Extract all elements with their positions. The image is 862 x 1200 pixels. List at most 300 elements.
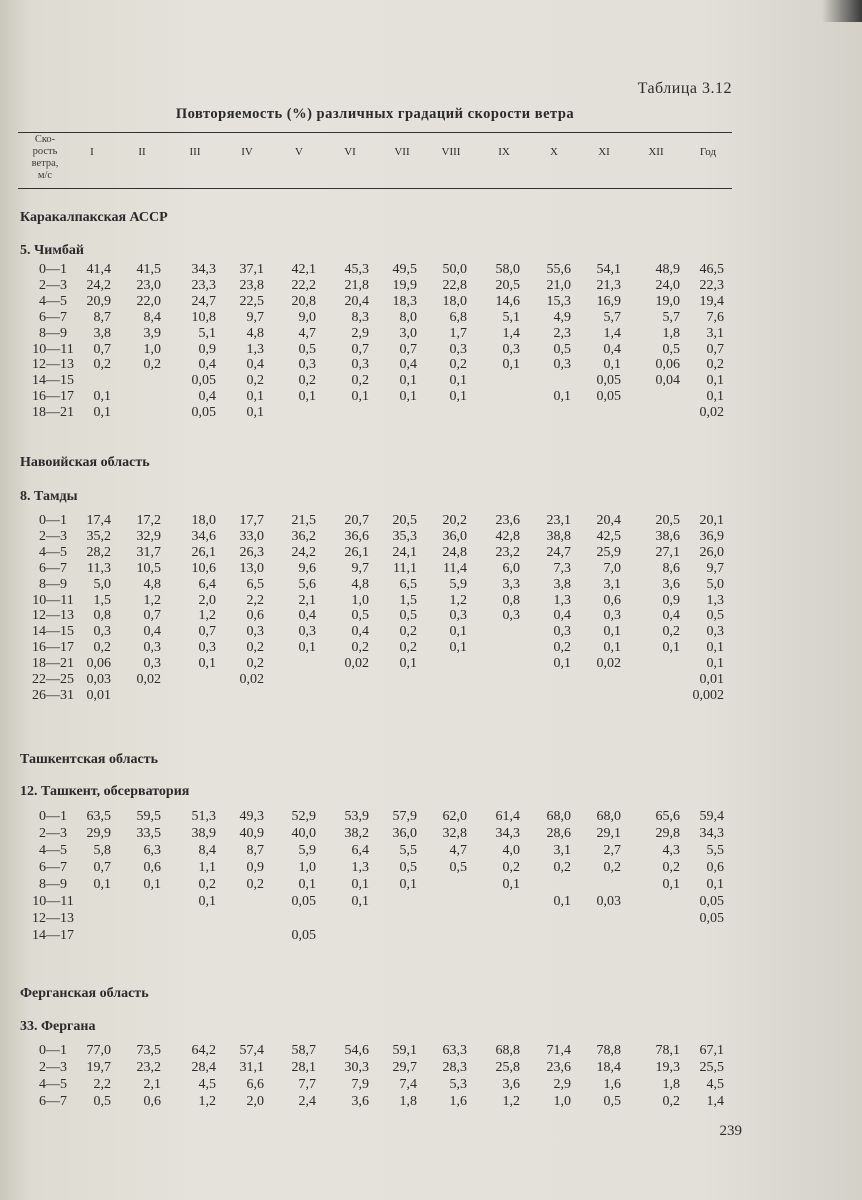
table-cell: 0,1: [603, 357, 621, 373]
table-cell: 3,3: [502, 576, 520, 592]
table-cell: 18,0: [191, 513, 216, 528]
table-cell: 0,3: [449, 341, 467, 357]
table-cell: 23,0: [136, 277, 161, 293]
table-cell: 1,2: [502, 1094, 520, 1109]
speed-range-label: 8—9: [39, 877, 67, 892]
table-cell: 7,7: [298, 1077, 316, 1092]
table-cell: 4,7: [449, 843, 467, 858]
table-cell: 0,2: [298, 373, 316, 389]
table-cell: 51,3: [191, 809, 216, 824]
table-cell: 0,2: [246, 877, 264, 892]
table-cell: 0,1: [351, 894, 369, 909]
region-heading: Ферганская область: [20, 986, 149, 1001]
table-cell: 0,01: [699, 672, 724, 687]
table-cell: 67,1: [699, 1043, 724, 1058]
table-cell: 25,9: [596, 544, 621, 560]
table-cell: 36,0: [392, 826, 417, 841]
table-row: [0, 1077, 862, 1093]
table-cell: 0,2: [449, 357, 467, 373]
table-cell: 68,0: [596, 809, 621, 824]
table-cell: 42,8: [495, 528, 520, 544]
table-cell: 0,5: [553, 341, 571, 357]
table-cell: 18,4: [596, 1060, 621, 1075]
table-cell: 34,3: [495, 826, 520, 841]
table-cell: 5,0: [93, 576, 111, 592]
table-cell: 6,4: [351, 843, 369, 858]
table-cell: 0,7: [706, 341, 724, 357]
table-cell: 0,5: [706, 608, 724, 624]
table-cell: 36,0: [442, 528, 467, 544]
table-cell: 0,1: [553, 894, 571, 909]
speed-range-label: 16—17: [32, 640, 74, 656]
table-cell: 9,6: [298, 560, 316, 576]
table-cell: 33,0: [239, 528, 264, 544]
table-cell: 20,2: [442, 513, 467, 528]
table-cell: 3,8: [93, 325, 111, 341]
table-cell: 0,2: [246, 656, 264, 672]
table-cell: 24,1: [392, 544, 417, 560]
table-cell: 0,7: [143, 608, 161, 624]
speed-range-label: 14—17: [32, 928, 74, 943]
speed-header-line: рость: [32, 146, 58, 157]
table-cell: 46,5: [699, 262, 724, 277]
table-cell: 0,4: [143, 624, 161, 640]
col-header-12: XII: [648, 146, 664, 158]
table-cell: 0,5: [93, 1094, 111, 1109]
table-cell: 1,8: [662, 1077, 680, 1092]
table-cell: 2,3: [553, 325, 571, 341]
table-cell: 5,8: [93, 843, 111, 858]
table-row: [0, 389, 862, 405]
table-cell: 0,6: [603, 592, 621, 608]
table-cell: 64,2: [191, 1043, 216, 1058]
table-cell: 0,01: [86, 687, 111, 703]
table-cell: 0,5: [298, 341, 316, 357]
table-cell: 0,5: [399, 860, 417, 875]
table-cell: 38,8: [546, 528, 571, 544]
table-cell: 0,1: [93, 405, 111, 421]
table-cell: 36,9: [699, 528, 724, 544]
table-cell: 22,2: [291, 277, 316, 293]
table-cell: 68,0: [546, 809, 571, 824]
table-cell: 28,1: [291, 1060, 316, 1075]
table-cell: 0,1: [93, 877, 111, 892]
table-cell: 3,1: [603, 576, 621, 592]
table-cell: 0,1: [449, 640, 467, 656]
table-cell: 35,2: [86, 528, 111, 544]
table-cell: 0,1: [298, 640, 316, 656]
table-cell: 0,6: [143, 1094, 161, 1109]
table-cell: 4,7: [298, 325, 316, 341]
col-header-2: II: [138, 146, 146, 158]
table-row: [0, 624, 862, 640]
table-cell: 0,3: [246, 624, 264, 640]
table-row: [0, 877, 862, 893]
table-row: [0, 843, 862, 859]
table-cell: 57,4: [239, 1043, 264, 1058]
speed-range-label: 8—9: [39, 576, 67, 592]
table-cell: 0,3: [706, 624, 724, 640]
speed-range-label: 0—1: [39, 262, 67, 277]
table-cell: 6,4: [198, 576, 216, 592]
col-header-4: IV: [241, 146, 253, 158]
speed-range-label: 14—15: [32, 624, 74, 640]
table-cell: 0,03: [596, 894, 621, 909]
table-row: [0, 294, 862, 310]
table-cell: 9,7: [351, 560, 369, 576]
table-cell: 5,1: [198, 325, 216, 341]
table-cell: 34,6: [191, 528, 216, 544]
table-cell: 7,4: [399, 1077, 417, 1092]
speed-header-line: Ско-: [34, 134, 56, 145]
table-cell: 49,5: [392, 262, 417, 277]
table-cell: 40,0: [291, 826, 316, 841]
table-cell: 8,7: [93, 309, 111, 325]
table-cell: 3,6: [502, 1077, 520, 1092]
speed-range-label: 0—1: [39, 809, 67, 824]
table-cell: 9,7: [706, 560, 724, 576]
table-cell: 0,7: [93, 860, 111, 875]
table-cell: 1,4: [706, 1094, 724, 1109]
table-cell: 24,8: [442, 544, 467, 560]
table-cell: 59,4: [699, 809, 724, 824]
table-cell: 0,5: [399, 608, 417, 624]
table-row: [0, 513, 862, 529]
table-cell: 18,3: [392, 293, 417, 309]
table-cell: 26,3: [239, 544, 264, 560]
table-cell: 5,3: [449, 1077, 467, 1092]
table-cell: 28,2: [86, 544, 111, 560]
table-cell: 37,1: [239, 262, 264, 277]
table-cell: 0,3: [298, 624, 316, 640]
table-cell: 0,3: [298, 357, 316, 373]
table-cell: 65,6: [655, 809, 680, 824]
table-row: [0, 688, 862, 704]
table-cell: 0,2: [143, 357, 161, 373]
table-cell: 50,0: [442, 262, 467, 277]
table-cell: 1,0: [351, 592, 369, 608]
table-cell: 29,7: [392, 1060, 417, 1075]
table-cell: 0,1: [502, 877, 520, 892]
table-cell: 9,0: [298, 309, 316, 325]
table-cell: 7,0: [603, 560, 621, 576]
table-row: [0, 561, 862, 577]
table-cell: 5,0: [706, 576, 724, 592]
col-header-10: X: [550, 146, 558, 158]
table-cell: 0,6: [143, 860, 161, 875]
table-cell: 6,5: [399, 576, 417, 592]
table-cell: 0,2: [399, 624, 417, 640]
table-cell: 21,3: [596, 277, 621, 293]
table-cell: 20,4: [596, 513, 621, 528]
table-cell: 4,0: [502, 843, 520, 858]
table-cell: 0,1: [603, 640, 621, 656]
col-header-6: VI: [344, 146, 356, 158]
table-cell: 77,0: [86, 1043, 111, 1058]
speed-range-label: 10—11: [32, 341, 74, 357]
table-cell: 0,2: [662, 1094, 680, 1109]
speed-range-label: 0—1: [39, 1043, 67, 1058]
table-row: [0, 342, 862, 358]
table-cell: 38,9: [191, 826, 216, 841]
table-row: [0, 809, 862, 825]
table-cell: 0,3: [553, 624, 571, 640]
table-cell: 0,3: [143, 656, 161, 672]
table-cell: 11,4: [443, 560, 467, 576]
table-cell: 5,1: [502, 309, 520, 325]
speed-header-line: м/с: [37, 170, 53, 181]
table-cell: 23,6: [495, 513, 520, 528]
table-cell: 2,1: [143, 1077, 161, 1092]
table-cell: 20,1: [699, 513, 724, 528]
page-edge-shadow: [822, 0, 862, 22]
col-header-9: IX: [498, 146, 510, 158]
table-cell: 0,1: [399, 389, 417, 405]
table-cell: 38,2: [344, 826, 369, 841]
table-cell: 4,5: [198, 1077, 216, 1092]
table-cell: 0,5: [351, 608, 369, 624]
table-cell: 0,1: [351, 877, 369, 892]
table-cell: 4,8: [143, 576, 161, 592]
table-cell: 0,2: [399, 640, 417, 656]
table-cell: 0,2: [246, 640, 264, 656]
table-row: [0, 357, 862, 373]
table-cell: 22,0: [136, 293, 161, 309]
table-cell: 24,2: [291, 544, 316, 560]
table-cell: 34,3: [699, 826, 724, 841]
table-cell: 1,0: [298, 860, 316, 875]
table-cell: 0,05: [699, 894, 724, 909]
table-cell: 28,4: [191, 1060, 216, 1075]
table-cell: 2,2: [246, 592, 264, 608]
table-cell: 6,5: [246, 576, 264, 592]
table-cell: 0,2: [351, 373, 369, 389]
table-cell: 36,6: [344, 528, 369, 544]
table-cell: 1,6: [603, 1077, 621, 1092]
table-cell: 54,1: [596, 262, 621, 277]
table-cell: 0,4: [246, 357, 264, 373]
table-cell: 57,9: [392, 809, 417, 824]
table-cell: 0,05: [291, 894, 316, 909]
table-cell: 2,9: [553, 1077, 571, 1092]
table-cell: 0,05: [291, 928, 316, 943]
table-cell: 0,1: [399, 656, 417, 672]
table-cell: 22,8: [442, 277, 467, 293]
table-row: [0, 1060, 862, 1076]
speed-range-label: 6—7: [39, 560, 67, 576]
table-cell: 0,7: [351, 341, 369, 357]
speed-range-label: 2—3: [39, 1060, 67, 1075]
table-cell: 20,7: [344, 513, 369, 528]
table-cell: 4,8: [246, 325, 264, 341]
table-cell: 1,3: [553, 592, 571, 608]
table-cell: 5,6: [298, 576, 316, 592]
table-cell: 5,9: [449, 576, 467, 592]
table-cell: 55,6: [546, 262, 571, 277]
speed-range-label: 4—5: [39, 843, 67, 858]
table-cell: 19,7: [86, 1060, 111, 1075]
table-cell: 0,1: [449, 624, 467, 640]
table-cell: 11,1: [393, 560, 417, 576]
table-cell: 42,1: [291, 262, 316, 277]
table-cell: 19,4: [699, 293, 724, 309]
table-cell: 62,0: [442, 809, 467, 824]
table-cell: 49,3: [239, 809, 264, 824]
table-row: [0, 577, 862, 593]
speed-range-label: 14—15: [32, 373, 74, 389]
table-cell: 5,5: [399, 843, 417, 858]
speed-range-label: 8—9: [39, 325, 67, 341]
station-heading: 12. Ташкент, обсерватория: [20, 784, 190, 799]
table-cell: 58,7: [291, 1043, 316, 1058]
table-cell: 1,2: [143, 592, 161, 608]
table-row: [0, 405, 862, 421]
table-cell: 1,2: [198, 608, 216, 624]
table-cell: 0,1: [449, 389, 467, 405]
speed-header-line: ветра,: [31, 158, 59, 169]
table-cell: 0,4: [351, 624, 369, 640]
table-title: Повторяемость (%) различных градаций скорости ветра: [175, 106, 575, 122]
table-cell: 0,1: [93, 389, 111, 405]
table-cell: 10,5: [136, 560, 161, 576]
table-cell: 20,5: [495, 277, 520, 293]
table-cell: 0,2: [706, 357, 724, 373]
table-cell: 33,5: [136, 826, 161, 841]
table-cell: 0,4: [399, 357, 417, 373]
table-cell: 0,1: [662, 640, 680, 656]
speed-range-label: 2—3: [39, 826, 67, 841]
table-cell: 0,4: [553, 608, 571, 624]
table-cell: 0,05: [191, 373, 216, 389]
table-cell: 1,1: [198, 860, 216, 875]
table-cell: 1,0: [553, 1094, 571, 1109]
table-cell: 4,5: [706, 1077, 724, 1092]
table-cell: 71,4: [546, 1043, 571, 1058]
table-cell: 61,4: [495, 809, 520, 824]
table-cell: 63,5: [86, 809, 111, 824]
table-cell: 19,3: [655, 1060, 680, 1075]
table-cell: 0,2: [246, 373, 264, 389]
table-cell: 5,5: [706, 843, 724, 858]
table-cell: 0,3: [198, 640, 216, 656]
table-cell: 20,8: [291, 293, 316, 309]
table-cell: 6,8: [449, 309, 467, 325]
table-cell: 5,9: [298, 843, 316, 858]
table-cell: 0,1: [706, 877, 724, 892]
table-cell: 2,0: [246, 1094, 264, 1109]
header-bottom-rule: [18, 188, 732, 189]
table-cell: 17,4: [86, 513, 111, 528]
table-cell: 22,3: [699, 277, 724, 293]
speed-range-label: 6—7: [39, 1094, 67, 1109]
table-cell: 1,2: [198, 1094, 216, 1109]
table-cell: 42,5: [596, 528, 621, 544]
table-cell: 1,8: [399, 1094, 417, 1109]
table-cell: 27,1: [655, 544, 680, 560]
table-cell: 2,1: [298, 592, 316, 608]
table-cell: 21,0: [546, 277, 571, 293]
table-cell: 54,6: [344, 1043, 369, 1058]
table-cell: 24,2: [86, 277, 111, 293]
table-cell: 0,2: [662, 860, 680, 875]
table-cell: 0,3: [502, 341, 520, 357]
table-cell: 21,5: [291, 513, 316, 528]
table-cell: 20,5: [392, 513, 417, 528]
table-cell: 31,1: [239, 1060, 264, 1075]
table-cell: 28,6: [546, 826, 571, 841]
table-cell: 32,8: [442, 826, 467, 841]
table-cell: 0,1: [399, 373, 417, 389]
table-cell: 0,5: [449, 860, 467, 875]
table-cell: 0,05: [596, 389, 621, 405]
table-row: [0, 310, 862, 326]
table-cell: 0,3: [143, 640, 161, 656]
speed-range-label: 12—13: [32, 608, 74, 624]
table-cell: 7,9: [351, 1077, 369, 1092]
table-cell: 36,2: [291, 528, 316, 544]
table-cell: 24,7: [191, 293, 216, 309]
table-cell: 0,4: [662, 608, 680, 624]
table-cell: 25,5: [699, 1060, 724, 1075]
col-header-5: V: [295, 146, 303, 158]
table-cell: 13,0: [239, 560, 264, 576]
table-cell: 21,8: [344, 277, 369, 293]
col-header-1: I: [90, 146, 94, 158]
table-cell: 0,1: [706, 656, 724, 672]
table-cell: 29,9: [86, 826, 111, 841]
speed-range-label: 6—7: [39, 860, 67, 875]
speed-range-label: 16—17: [32, 389, 74, 405]
table-cell: 30,3: [344, 1060, 369, 1075]
table-cell: 0,9: [662, 592, 680, 608]
table-cell: 0,1: [553, 656, 571, 672]
region-heading: Каракалпакская АССР: [20, 210, 168, 225]
table-cell: 3,1: [553, 843, 571, 858]
table-cell: 0,1: [449, 373, 467, 389]
table-cell: 0,06: [86, 656, 111, 672]
table-cell: 0,2: [93, 357, 111, 373]
table-cell: 52,9: [291, 809, 316, 824]
table-label: Таблица 3.12: [637, 80, 732, 97]
table-cell: 23,8: [239, 277, 264, 293]
table-cell: 2,7: [603, 843, 621, 858]
table-row: [0, 911, 862, 927]
table-cell: 0,1: [143, 877, 161, 892]
col-header-3: III: [189, 146, 201, 158]
table-cell: 0,002: [692, 687, 724, 703]
table-cell: 59,1: [392, 1043, 417, 1058]
table-cell: 0,3: [351, 357, 369, 373]
table-cell: 0,3: [603, 608, 621, 624]
table-cell: 6,6: [246, 1077, 264, 1092]
table-cell: 23,1: [546, 513, 571, 528]
page-number: 239: [719, 1123, 742, 1139]
speed-range-label: 6—7: [39, 309, 67, 325]
table-cell: 0,9: [198, 341, 216, 357]
table-cell: 7,6: [706, 309, 724, 325]
table-cell: 0,7: [399, 341, 417, 357]
table-row: [0, 262, 862, 278]
table-cell: 0,05: [191, 405, 216, 421]
table-cell: 1,8: [662, 325, 680, 341]
table-cell: 23,6: [546, 1060, 571, 1075]
table-cell: 29,8: [655, 826, 680, 841]
table-cell: 0,1: [351, 389, 369, 405]
table-cell: 0,2: [351, 640, 369, 656]
table-cell: 0,06: [655, 357, 680, 373]
table-cell: 0,1: [246, 389, 264, 405]
table-cell: 38,6: [655, 528, 680, 544]
